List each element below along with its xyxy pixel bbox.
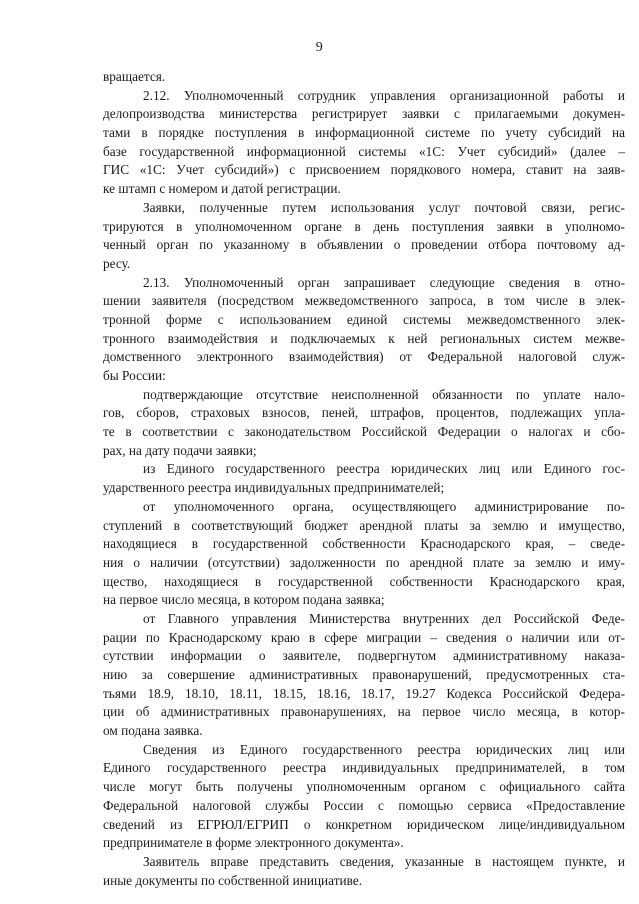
- text-line: тронной форме с использованием единой системы межведомственного элек-: [103, 311, 625, 327]
- text-line: ГИС «1С: Учет субсидий») с присвоением порядкового номера, ставит на заяв-: [103, 162, 625, 178]
- text-line: 2.12. Уполномоченный сотрудник управления организационной работы и: [143, 87, 625, 103]
- text-line: ресу.: [103, 255, 131, 271]
- paragraph-p-registry: [103, 460, 625, 497]
- text-line: числе могут быть получены уполномоченным органом с официального сайта: [103, 779, 625, 795]
- text-line: от уполномоченного органа, осуществляющего администрирование по-: [143, 498, 625, 514]
- text-line: делопроизводства министерства регистрирует заявки с прилагаемыми докумен-: [103, 106, 625, 122]
- text-line: базе государственной информационной системы «1С: Учет субсидий» (далее –: [103, 143, 625, 159]
- text-line: из Единого государственного реестра юридических лиц или Единого гос-: [143, 461, 625, 477]
- text-line: нию за совершение административных правонарушений, предусмотренных ста-: [103, 667, 625, 682]
- page-number: 9: [315, 40, 324, 55]
- text-line: гов, сборов, страховых взносов, пеней, штрафов, процентов, подлежащих упла-: [103, 405, 625, 421]
- text-line: ом подана заявка.: [103, 723, 203, 739]
- text-line: Заявки, полученные путем использования услуг почтовой связи, регис-: [143, 199, 625, 215]
- text-line: шении заявителя (посредством межведомственного запроса, в том числе в элек-: [103, 293, 625, 309]
- paragraph-p-2-13: [103, 274, 625, 386]
- text-line: от Главного управления Министерства внутренних дел Российской Феде-: [143, 610, 625, 626]
- text-line: иные документы по собственной инициативе.: [103, 872, 363, 888]
- text-line: ступлений в соответствующий бюджет арендной платы за землю и имущество,: [103, 517, 625, 533]
- paragraph-p-tax: [103, 386, 625, 461]
- text-line: Федеральной налоговой службы России с помощью сервиса «Предоставление: [103, 797, 625, 813]
- text-line: те в соответствии с законодательством Российской Федерации о налогах и сбо-: [103, 424, 625, 440]
- text-line: ния о наличии (отсутствии) задолженности по арендной плате за землю и иму-: [103, 554, 625, 570]
- text-line: подтверждающие отсутствие неисполненной обязанности по уплате нало-: [143, 386, 625, 402]
- text-line: Единого государственного реестра индивидуальных предпринимателей, в том: [103, 760, 625, 776]
- document-body: [103, 68, 625, 890]
- text-line: бы России:: [103, 368, 166, 383]
- text-line: трируются в уполномоченном органе в день поступления заявки в уполномо-: [103, 218, 625, 234]
- text-line: сведений из ЕГРЮЛ/ЕГРИП о конкретном юридическом лице/индивидуальном: [103, 816, 625, 832]
- text-line: Заявитель вправе представить сведения, указанные в настоящем пункте, и: [143, 853, 625, 869]
- paragraph-p-initiative: [103, 853, 625, 890]
- text-line: тьями 18.9, 18.10, 18.11, 18.15, 18.16, 18.17, 19.27 Кодекса Российской Федера-: [103, 685, 625, 701]
- text-line: тронного взаимодействия и подключаемых к ней региональных систем межве-: [103, 330, 625, 346]
- text-line: ке штамп с номером и датой регистрации.: [103, 181, 341, 197]
- paragraph-p-postal: [103, 199, 625, 274]
- text-line: тами в порядке поступления в информационной системе по учету субсидий на: [103, 125, 625, 141]
- paragraph-p-police: [103, 610, 625, 741]
- text-line: рации по Краснодарскому краю в сфере миграции – сведения о наличии или от-: [103, 629, 625, 645]
- text-line: домственного электронного взаимодействия) от Федеральной налоговой служ-: [103, 349, 625, 365]
- paragraph-p-continuation: [103, 68, 625, 87]
- paragraph-p-2-12: [103, 87, 625, 199]
- text-line: ции об административных правонарушениях, на первое число месяца, в котор-: [103, 704, 625, 720]
- text-line: 2.13. Уполномоченный орган запрашивает следующие сведения в отно-: [143, 274, 625, 290]
- paragraph-p-egrul: [103, 741, 625, 853]
- text-line: ченный орган по указанному в объявлении о проведении отбора почтовому ад-: [103, 237, 625, 253]
- text-line: вращается.: [103, 69, 166, 84]
- text-line: Сведения из Единого государственного реестра юридических лиц или: [143, 741, 625, 757]
- text-line: находящиеся в государственной собственности Краснодарского края, – сведе-: [103, 536, 625, 552]
- text-line: щество, находящиеся в государственной собственности Краснодарского края,: [103, 573, 625, 589]
- text-line: сутствии информации о заявителе, подвергнутом административному наказа-: [103, 648, 625, 664]
- text-line: на первое число месяца, в котором подана заявка;: [103, 592, 385, 608]
- text-line: ударственного реестра индивидуальных предпринимателей;: [103, 480, 445, 496]
- text-line: рах, на дату подачи заявки;: [103, 442, 257, 458]
- paragraph-p-rent: [103, 498, 625, 610]
- text-line: предпринимателе в форме электронного документа».: [103, 835, 404, 851]
